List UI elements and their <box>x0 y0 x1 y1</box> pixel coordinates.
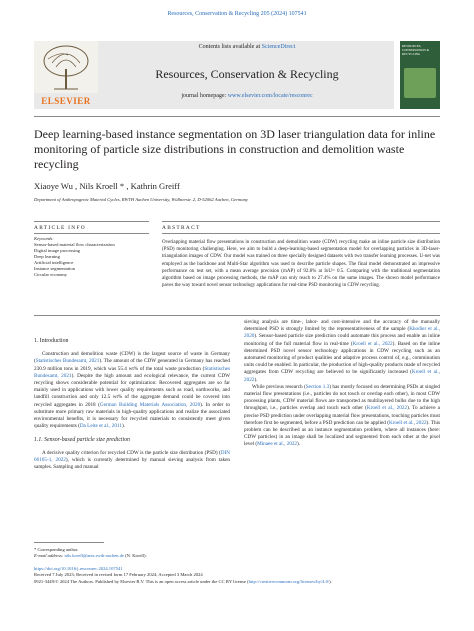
info-top-rule <box>34 221 149 222</box>
keyword-item: Circular economy <box>34 272 68 277</box>
cover-image <box>404 68 436 98</box>
homepage-link[interactable]: www.elsevier.com/locate/resconrec <box>227 93 313 99</box>
citation-link[interactable]: Kroell et al., 2022 <box>352 340 393 347</box>
keyword-item: Digital image processing <box>34 248 80 253</box>
contents-prefix: Contents lists available at <box>198 44 262 50</box>
publisher-name: ELSEVIER <box>41 96 91 106</box>
keywords-block <box>34 236 149 278</box>
article-info-heading: ARTICLE INFO <box>34 225 86 231</box>
email-link[interactable]: nils.kroell@ants.rwth-aachen.de <box>64 553 124 559</box>
citation-link[interactable]: Statistisches Bundesamt, 2021 <box>35 358 100 365</box>
cover-title: RESOURCES, CONSERVATION & RECYCLING <box>402 44 430 56</box>
journal-title: Resources, Conservation & Recycling <box>155 67 339 81</box>
footnote-divider <box>34 542 104 543</box>
email-note: E-mail address: nils.kroell@ants.rwth-aachen.de (N. Kroell). <box>34 553 147 559</box>
author-list[interactable]: Xiaoye Wu , Nils Kroell * , Kathrin Greiff <box>34 181 180 191</box>
homepage-prefix: journal homepage: <box>181 93 228 99</box>
keywords-label: Keywords: <box>34 236 54 241</box>
received-dates: Received 7 July 2023; Received in revised form 17 February 2024; Accepted 3 March 2024 <box>34 572 203 578</box>
license-link[interactable]: http://creativecommons.org/licenses/by/4.0/ <box>248 578 330 584</box>
sciencedirect-link[interactable]: ScienceDirect <box>261 44 296 50</box>
abstract-heading: ABSTRACT <box>162 225 201 231</box>
paragraph: While previous research (Section 1.3) has mostly focused on determining PSDs at singled material flow presentations (i.e., particles do not touch or overlap each other), in most CDW processing plants, CDW material flows are transported as multilayered bulks due to the high throughput, i.e., particles overlap and touch each other (Kroell et al., 2022). To achieve a precise PSD prediction under overlapping material flow presentations, touching particles must therefore first be segmented, before a PSD prediction can be applied (Kroell et al., 2022). This problem can be described as an instance segmentation problem, where all instances (here: CDW particles) in an image shall be localized and segmented from each other at the pixel level (Minaee et al., 2022). <box>244 383 441 448</box>
journal-reference[interactable]: Resources, Conservation & Recycling 205 (2024) 107541 <box>167 11 307 17</box>
article-title: Deep learning-based instance segmentation on 3D laser triangulation data for inline monitoring of particle size distributions in construction and demolition waste recycling <box>34 127 436 171</box>
keyword-item: Sensor-based material flow characterization <box>34 242 115 247</box>
right-column <box>244 319 440 449</box>
paragraph: Construction and demolition waste (CDW) is the largest source of waste in Germany (Statistisches Bundesamt, 2021). The amount of the CDW generated in Germany has reached 230.9 million tons in 2019, which was 55.4 wt% of the total waste production (Statistisches Bundesamt, 2021). Despite the high amount and ecological relevance, the current CDW recycling shows considerable potential for optimization: Recovered aggregates are so far mainly used in applications with lower quality requirements such as road, earthworks, and landfill construction and only 12.5 wt% of the aggregate demand could be covered into recycled aggregates in 2018 (German Building Materials Association, 2020). In order to substitute more primary raw materials in high-quality applications and realize the associated environmental benefits, it is necessary for recycled materials to consistently meet given quality requirements (Da Leite et al., 2011). <box>34 351 231 430</box>
keyword-item: Instance segmentation <box>34 266 75 271</box>
citation-link[interactable]: German Building Materials Association, 2020 <box>99 401 201 408</box>
citation-link[interactable]: DIN 66165-1, 2022 <box>34 449 230 463</box>
citation-link[interactable]: Khodier et al., 2020 <box>244 326 441 340</box>
introduction-heading: 1. Introduction <box>34 338 69 344</box>
citation-link[interactable]: Kroell et al., 2022 <box>244 369 440 383</box>
left-column <box>34 338 230 471</box>
citation-link[interactable]: Statistisches Bundesamt, 2021 <box>34 365 230 379</box>
citation-link[interactable]: Da Leite et al., 2011 <box>79 423 122 430</box>
footnotes <box>34 547 440 585</box>
contents-line <box>100 44 394 50</box>
affiliation: Department of Anthropogenic Material Cycles, RWTH Aachen University, Wüllnerstr. 2, D-52062 Aachen, Germany <box>34 197 248 202</box>
license-note: 0921-3449/© 2024 The Authors. Published by Elsevier B.V. This is an open access article under the CC BY license (http://creativecommons.org/licenses/by/4.0/). <box>34 578 332 584</box>
keyword-item: Artificial intelligence <box>34 260 74 265</box>
abstract-bottom-rule <box>34 315 440 316</box>
paragraph: sieving analysis are time-, labor- and cost-intensive and the accuracy of the manually determined PSD is strongly limited by the representativeness of the sample (Khodier et al., 2020). Sensor-based particle size prediction could automate this process and enable an inline monitoring of the full material flow in real-time (Kroell et al., 2022). Based on the inline determined PSD novel sensor technology applications in CDW recycling such as an automated monitoring of product qualities and adaptive process control of, e.g., comminution units could be enabled. In particular, the production of high-quality products made of recycled aggregates from CDW recycling are believed to be significantly increased (Kroell et al., 2022). <box>244 319 441 383</box>
section-link[interactable]: Section 1.3 <box>305 383 330 390</box>
keyword-item: Deep learning <box>34 254 60 259</box>
abstract-text: Overlapping material flow presentations in construction and demolition waste (CDW) recycling make an inline particle size distribution (PSD) monitoring challenging. Here, we aim to build a deep-learning-based segmentation model for overlapping particles in 3D-laser-triangulation images of CDW. Our model was trained on three specially designed datasets with two transfer learning processes. U-net was employed as the backbone and Multi-Star algorithm was used to describe particle shapes. The final model demonstrated an impressive performance on test set, with a mean average precision (mAP) of 92.8% at IoU= 0.5. Comparing with the traditional segmentation algorithm based on image processing methods, the mAP can only reach to 27.4% on the same images. The shown model performance paves the way toward novel sensor technology applications for real-time PSD monitoring in CDW recycling. <box>162 240 440 289</box>
info-mid-rule <box>34 233 149 234</box>
journal-homepage <box>100 93 394 99</box>
corresponding-author-note: * Corresponding author. <box>34 547 79 552</box>
citation-link[interactable]: Kroell et al., 2022 <box>366 405 408 412</box>
header-divider <box>34 116 440 117</box>
doi-link[interactable]: https://doi.org/10.1016/j.resconrec.2024.107541 <box>34 565 123 571</box>
citation-link[interactable]: Kroell et al., 2022 <box>388 419 427 426</box>
citation-link[interactable]: Minaee et al., 2022 <box>257 441 298 448</box>
paragraph: A decisive quality criterion for recycled CDW is the particle size distribution (PSD) (DIN 66165-1, 2022), which is currently determined by manual sieving analysis from taken samples. Sampling and manual <box>34 449 230 471</box>
tree-icon <box>34 41 98 93</box>
subsection-heading: 1.1. Sensor-based particle size prediction <box>34 437 130 444</box>
abstract-mid-rule <box>162 233 440 234</box>
abstract-top-rule <box>162 221 440 222</box>
